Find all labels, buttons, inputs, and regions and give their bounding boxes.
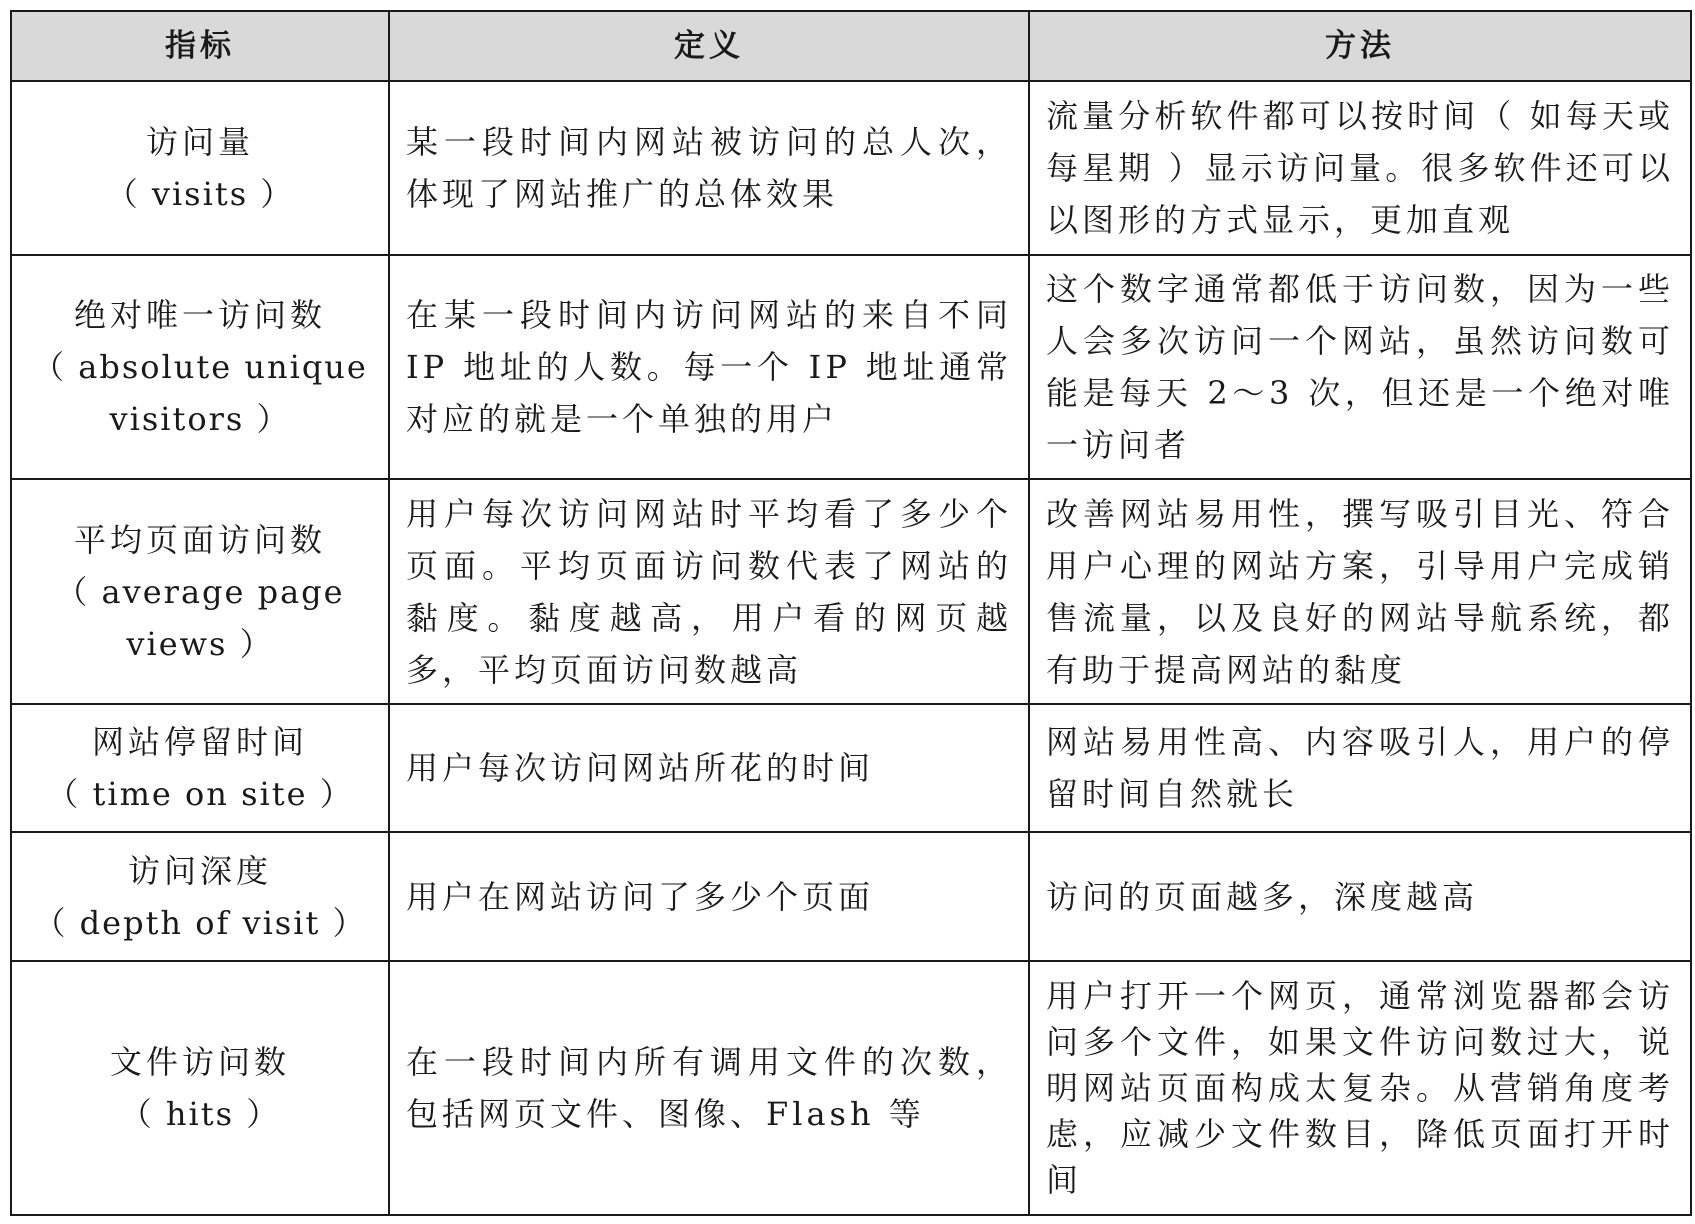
metric-name-cn: 绝对唯一访问数 [73, 296, 326, 334]
metric-name-en: （ hits ） [119, 1095, 281, 1133]
header-definition: 定义 [389, 11, 1029, 81]
metrics-table [10, 10, 1692, 1216]
metric-cell [11, 961, 389, 1215]
table-row [11, 479, 1691, 704]
metric-name-cn: 文件访问数 [109, 1043, 290, 1081]
metric-name-cn: 访问量 [145, 123, 254, 161]
method-cell: 流量分析软件都可以按时间（ 如每天或每星期 ）显示访问量。很多软件还可以以图形的方式显示，更加直观 [1029, 81, 1691, 255]
metric-cell [11, 81, 389, 255]
definition-cell: 用户每次访问网站时平均看了多少个页面。平均页面访问数代表了网站的黏度。黏度越高，用户看的网页越多，平均页面访问数越高 [389, 479, 1029, 704]
table-row [11, 704, 1691, 832]
header-metric: 指标 [11, 11, 389, 81]
metric-name-cn: 网站停留时间 [91, 723, 308, 761]
metric-cell [11, 479, 389, 704]
table-row [11, 255, 1691, 479]
table-row [11, 961, 1691, 1215]
metrics-table-wrapper [10, 10, 1692, 1216]
table-header-row [11, 11, 1691, 81]
metric-name-en: （ absolute unique visitors ） [32, 348, 368, 438]
metric-name-en: （ average page views ） [55, 572, 345, 663]
metric-cell [11, 832, 389, 961]
definition-cell: 用户每次访问网站所花的时间 [389, 704, 1029, 832]
definition-cell: 用户在网站访问了多少个页面 [389, 832, 1029, 961]
metric-name-cn: 平均页面访问数 [73, 520, 326, 559]
table-row [11, 832, 1691, 961]
method-cell: 改善网站易用性，撰写吸引目光、符合用户心理的网站方案，引导用户完成销售流量，以及良好的网站导航系统，都有助于提高网站的黏度 [1029, 479, 1691, 704]
metric-cell [11, 255, 389, 479]
method-cell: 网站易用性高、内容吸引人，用户的停留时间自然就长 [1029, 704, 1691, 832]
definition-cell: 在某一段时间内访问网站的来自不同 IP 地址的人数。每一个 IP 地址通常对应的就是一个单独的用户 [389, 255, 1029, 479]
definition-cell: 某一段时间内网站被访问的总人次，体现了网站推广的总体效果 [389, 81, 1029, 255]
method-cell: 访问的页面越多，深度越高 [1029, 832, 1691, 961]
metric-name-en: （ depth of visit ） [33, 903, 367, 942]
metric-name-en: （ visits ） [105, 175, 295, 213]
table-row [11, 81, 1691, 255]
metric-name-en: （ time on site ） [46, 775, 354, 813]
metric-cell [11, 704, 389, 832]
method-cell: 这个数字通常都低于访问数，因为一些人会多次访问一个网站，虽然访问数可能是每天 2～3 次，但还是一个绝对唯一访问者 [1029, 255, 1691, 479]
method-cell: 用户打开一个网页，通常浏览器都会访问多个文件，如果文件访问数过大，说明网站页面构成太复杂。从营销角度考虑，应减少文件数目，降低页面打开时间 [1029, 961, 1691, 1215]
metric-name-cn: 访问深度 [127, 851, 272, 890]
definition-cell: 在一段时间内所有调用文件的次数，包括网页文件、图像、Flash 等 [389, 961, 1029, 1215]
header-method: 方法 [1029, 11, 1691, 81]
